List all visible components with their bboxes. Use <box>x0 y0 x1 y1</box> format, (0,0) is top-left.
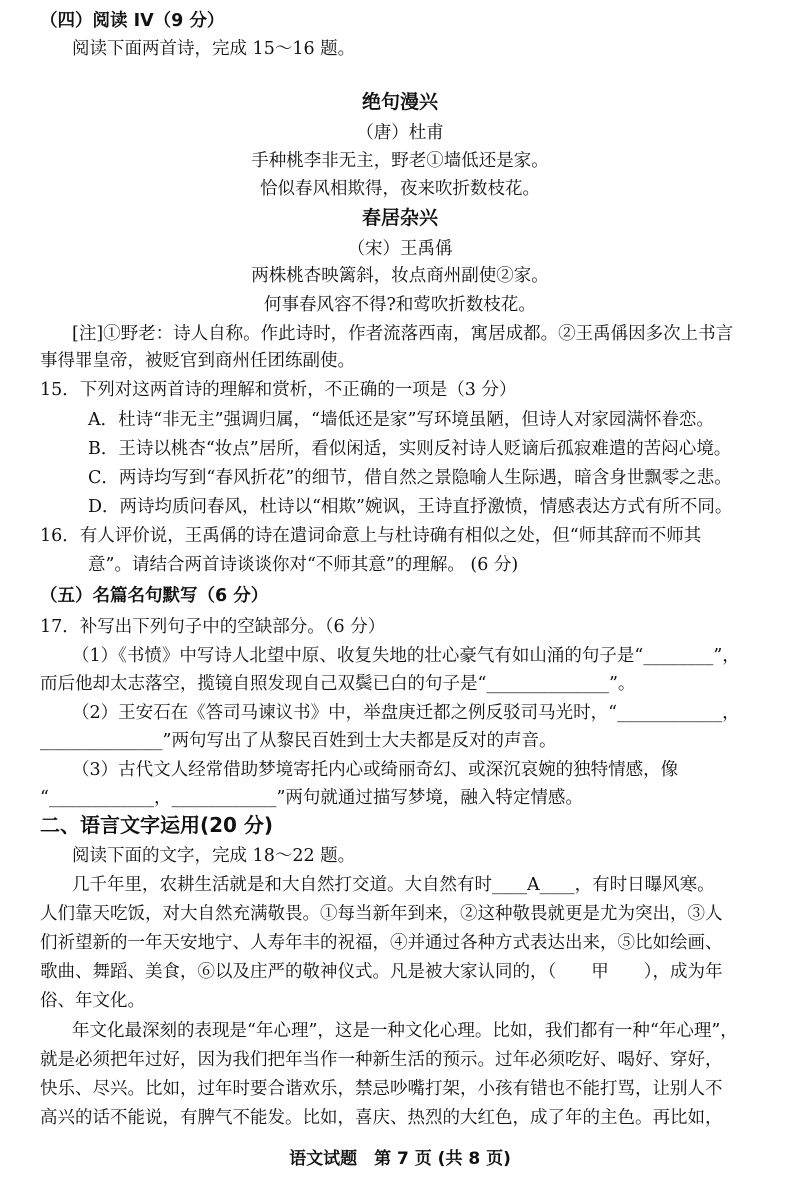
reading-instruction: 阅读下面两首诗，完成 15～16 题。 <box>72 39 356 59</box>
q15-option-d: D．两诗均质问春风，杜诗以“相欺”婉讽，王诗直抒激愤，情感表达方式有所不同。 <box>88 497 733 517</box>
poem1-author: （唐）杜甫 <box>356 123 444 143</box>
q17-item-3: （3）古代文人经常借助梦境寄托内心或绮丽奇幻、或深沉哀婉的独特情感，像 <box>72 760 679 780</box>
question-15-stem: 15．下列对这两首诗的理解和赏析，不正确的一项是（3 分） <box>40 380 517 400</box>
passage-line: 俗、年文化。 <box>40 991 145 1011</box>
q17-item-1: （1）《书愤》中写诗人北望中原、收复失地的壮心豪气有如山涌的句子是“________”， <box>72 646 740 666</box>
q17-item-3: “____________，____________”两句就通过描写梦境，融入特定情感。 <box>40 788 583 808</box>
passage-line: 们祈望新的一年天安地宁、人寿年丰的祝福，④并通过各种方式表达出来，⑤比如绘画、 <box>40 933 723 953</box>
section-heading-recitation: （五）名篇名句默写（6 分） <box>40 586 269 606</box>
section-heading-reading-4: （四）阅读 IV（9 分） <box>40 11 225 31</box>
question-16-line: 16．有人评价说，王禹偁的诗在遣词命意上与杜诗确有相似之处，但“师其辞而不师其 <box>40 526 702 546</box>
language-instruction: 阅读下面的文字，完成 18～22 题。 <box>72 846 356 866</box>
poem2-line: 何事春风容不得?和莺吹折数枝花。 <box>264 295 536 315</box>
notes-line: 事得罪皇帝，被贬官到商州任团练副使。 <box>40 351 355 371</box>
q17-item-2: （2）王安石在《答司马谏议书》中，举盘庚迁都之例反驳司马光时，“____________， <box>72 703 740 723</box>
q17-item-1: 而后他却太志落空，揽镜自照发现自己双鬓已白的句子是“______________”。 <box>40 674 636 694</box>
poem2-author: （宋）王禹偁 <box>347 239 453 259</box>
q15-option-a: A．杜诗“非无主”强调归属，“墙低还是家”写环境虽陋，但诗人对家园满怀眷恋。 <box>88 410 714 430</box>
passage-line: 年文化最深刻的表现是“年心理”，这是一种文化心理。比如，我们都有一种“年心理”， <box>72 1021 738 1041</box>
question-17-stem: 17．补写出下列句子中的空缺部分。（6 分） <box>40 617 386 637</box>
q17-item-2: ______________”两句写出了从黎民百姓到士大夫都是反对的声音。 <box>40 731 557 751</box>
poem2-title: 春居杂兴 <box>361 207 438 229</box>
passage-line: 就是必须把年过好，因为我们把年当作一种新生活的预示。过年必须吃好、喝好、穿好， <box>40 1050 723 1070</box>
page-footer: 语文试题 第 7 页 (共 8 页) <box>289 1149 511 1169</box>
notes-line: [注]①野老：诗人自称。作此诗时，作者流落西南，寓居成都。②王禹偁因多次上书言 <box>72 324 734 344</box>
poem1-line: 手种桃李非无主，野老①墙低还是家。 <box>251 151 549 171</box>
passage-line: 歌曲、舞蹈、美食，⑥以及庄严的敬神仪式。凡是被大家认同的，（ 甲 ），成为年 <box>40 962 723 982</box>
poem2-line: 两株桃杏映篱斜，妆点商州副使②家。 <box>251 266 549 286</box>
passage-line: 快乐、尽兴。比如，过年时要合谐欢乐，禁忌吵嘴打架，小孩有错也不能打骂，让别人不 <box>40 1079 723 1099</box>
passage-line: 高兴的话不能说，有脾气不能发。比如，喜庆、热烈的大红色，成了年的主色。再比如， <box>40 1108 723 1128</box>
q15-option-b: B．王诗以桃杏“妆点”居所，看似闲适，实则反衬诗人贬谪后孤寂难遣的苦闷心境。 <box>88 439 732 459</box>
q15-option-c: C．两诗均写到“春风折花”的细节，借自然之景隐喻人生际遇，暗含身世飘零之悲。 <box>88 468 732 488</box>
passage-line: 几千年里，农耕生活就是和大自然打交道。大自然有时____A____，有时日曝风寒。 <box>72 875 715 895</box>
passage-line: 人们靠天吃饭，对大自然充满敬畏。①每当新年到来，②这种敬畏就更是尤为突出，③人 <box>40 904 723 924</box>
section-heading-language: 二、语言文字运用(20 分) <box>40 813 274 837</box>
poem1-title: 绝句漫兴 <box>361 91 438 113</box>
poem1-line: 恰似春风相欺得，夜来吹折数枝花。 <box>260 179 540 199</box>
question-16-line: 意”。请结合两首诗谈谈你对“不师其意”的理解。 (6 分) <box>88 555 519 575</box>
